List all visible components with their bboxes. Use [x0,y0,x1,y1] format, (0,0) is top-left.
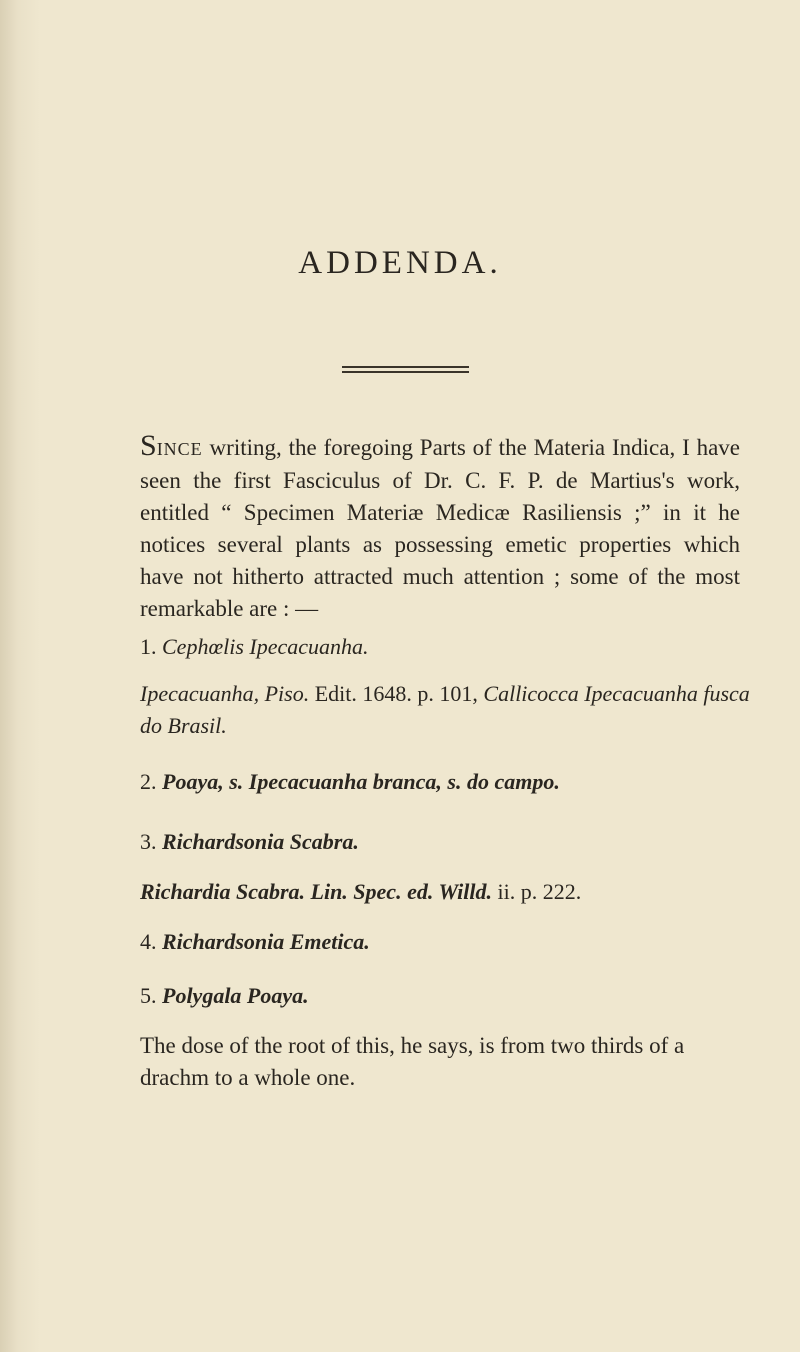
entry-2-name: Poaya, s. Ipecacuanha branca, s. do campo. [162,769,560,794]
entry-3-name: Richardsonia Scabra. [162,829,359,854]
closing-paragraph: The dose of the root of this, he says, is from two thirds of a drachm to a whole one. [140,1033,685,1090]
entry-3: 3. Richardsonia Scabra. [140,829,359,854]
intro-text: writing, the foregoing Parts of the Materia Indica, I have seen the first Fasciculus of Dr. C. F. P. de Martius's work, entitled “ Specimen Materiæ Medicæ Rasiliensis ;” in it he notices several plants as possessing emetic properties which have not hitherto attracted much attention ; some of the most remarkable are : — [140,435,740,621]
entry-1-alt: Callicocca Ipecacuanha fusca do Brasil. [140,681,750,738]
entry-3-synonym [140,876,760,908]
entry-1-synonyms [140,678,760,742]
small-caps-word: INCE [156,439,203,459]
entry-1-ref: Edit. 1648. p. 101, [314,681,478,706]
drop-letter: S [140,429,157,462]
heading-rule-bottom [342,371,469,373]
entry-1-synonym: Ipecacuanha, Piso. [140,681,310,706]
entry-3-ref: ii. p. 222. [497,879,582,904]
entry-1-name: Cephœlis Ipecacuanha. [162,634,369,659]
entry-5-name: Polygala Poaya. [162,983,309,1008]
entry-3-synonym-name: Richardia Scabra. Lin. Spec. ed. Willd. [140,879,493,904]
intro-paragraph [140,430,740,625]
page-heading: ADDENDA. [298,245,502,281]
entry-1: 1. Cephœlis Ipecacuanha. [140,634,369,659]
entry-4: 4. Richardsonia Emetica. [140,929,370,954]
entry-5: 5. Polygala Poaya. [140,983,309,1008]
entry-2: 2. Poaya, s. Ipecacuanha branca, s. do campo. [140,769,560,794]
heading-rule-top [342,366,469,368]
entry-4-name: Richardsonia Emetica. [162,929,370,954]
